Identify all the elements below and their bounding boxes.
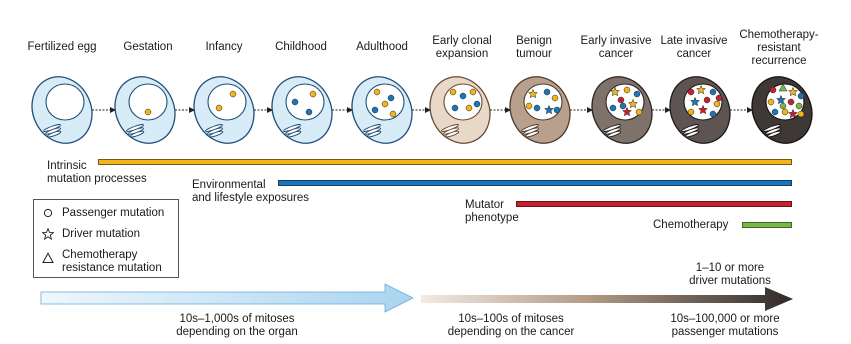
passenger-circle-icon [42,207,54,219]
legend-driver-label: Driver mutation [62,228,140,240]
cell-stage-2 [183,67,264,153]
environmental-process-bar [278,180,792,186]
passenger-mutation-mark [798,93,804,99]
cancer-mitoses-label: 10s–100s of mitoses depending on the cancer [447,313,575,338]
legend-resistance-label: Chemotherapy resistance mutation [62,249,162,274]
passenger-mutation-mark [618,97,624,103]
intrinsic-process-bar [98,159,792,165]
cell-nucleus [46,84,84,120]
stage-label-early-clonal-expansion: Early clonal expansion [432,35,492,60]
passenger-mutation-mark [460,93,466,99]
normal-mitoses-arrow [41,284,413,312]
passenger-mutation-mark [292,99,298,105]
resistance-triangle-icon [42,252,54,264]
passenger-mutation-mark [388,95,394,101]
stage-label-infancy: Infancy [205,41,243,53]
passenger-mutation-mark [782,109,788,115]
chemotherapy-process-bar [742,222,792,228]
stage-label-childhood: Childhood [275,41,327,53]
passenger-mutation-mark [634,91,640,97]
passenger-mutation-mark [526,103,532,109]
passenger-mutation-mark [710,89,716,95]
legend-resistance [44,249,162,275]
stage-label-gestation: Gestation [123,41,173,53]
cell-stage-0 [21,67,102,153]
chemotherapy-process-label: Chemotherapy [653,219,729,231]
passenger-mutation-mark [216,105,222,111]
passenger-mutation-mark [610,105,616,111]
cell-nucleus [208,84,246,120]
cancer-mitoses-arrow [421,287,793,311]
passenger-mutation-mark [798,111,804,117]
legend-passenger-label: Passenger mutation [62,207,165,219]
passenger-mutation-mark [470,89,476,95]
passenger-mutation-mark [688,89,694,95]
stage-label-early-invasive-cancer: Early invasive cancer [580,35,652,60]
passenger-mutation-mark [788,99,794,105]
cell-stage-6 [499,67,580,153]
passenger-mutation-mark [688,109,694,115]
passenger-mutation-mark [714,101,720,107]
stage-label-late-invasive-cancer: Late invasive cancer [660,35,728,60]
mutator-process-bar [516,201,792,207]
passenger-mutation-mark [552,95,558,101]
passenger-mutation-mark [780,103,786,109]
passenger-mutation-mark [772,109,778,115]
passenger-mutation-mark [768,99,774,105]
passenger-mutation-mark [382,101,388,107]
stage-label-benign-tumour: Benign tumour [516,35,552,60]
passenger-mutation-mark [466,105,472,111]
intrinsic-process-label: Intrinsic mutation processes [47,160,147,185]
cell-stage-4 [341,67,422,153]
passenger-mutation-mark [636,109,642,115]
passenger-mutation-mark [474,101,480,107]
passenger-mutation-mark [145,109,151,115]
passenger-mutation-mark [544,89,550,95]
passenger-mutation-mark [554,107,560,113]
driver-star-icon [42,228,54,240]
driver-mutations-label: 1–10 or more driver mutations [689,262,771,287]
passenger-mutation-mark [716,95,722,101]
cell-stage-3 [261,67,342,153]
stage-label-chemo-resistant-recurrence: Chemotherapy- resistant recurrence [739,29,819,67]
legend-passenger [44,207,164,220]
passenger-mutation-mark [452,105,458,111]
stage-label-fertilized-egg: Fertilized egg [27,41,97,53]
passenger-mutation-mark [620,103,626,109]
passenger-mutations-label: 10s–100,000 or more passenger mutations [670,313,780,338]
passenger-mutation-mark [372,107,378,113]
passenger-mutation-mark [704,97,710,103]
cell-stage-7 [581,67,662,153]
stage-label-adulthood: Adulthood [356,41,408,53]
passenger-mutation-mark [624,87,630,93]
mutator-process-label: Mutator phenotype [465,199,519,224]
normal-mitoses-label: 10s–1,000s of mitoses depending on the organ [176,313,298,338]
passenger-mutation-mark [306,109,312,115]
cell-stage-5 [419,67,500,153]
passenger-mutation-mark [310,91,316,97]
passenger-mutation-mark [710,111,716,117]
environmental-process-label: Environmental and lifestyle exposures [192,179,309,204]
cell-nucleus [524,84,562,120]
passenger-mutation-mark [374,89,380,95]
passenger-mutation-mark [230,91,236,97]
passenger-mutation-mark [770,87,776,93]
passenger-mutation-mark [534,105,540,111]
mutation-legend [33,199,179,278]
cell-stage-1 [104,67,185,153]
cell-sequence [21,67,822,153]
passenger-mutation-mark [390,111,396,117]
cell-nucleus [286,84,324,120]
passenger-mutation-mark [450,89,456,95]
cell-stage-9 [741,67,822,153]
cell-stage-8 [659,67,740,153]
legend-driver [44,228,140,241]
passenger-mutation-mark [796,103,802,109]
